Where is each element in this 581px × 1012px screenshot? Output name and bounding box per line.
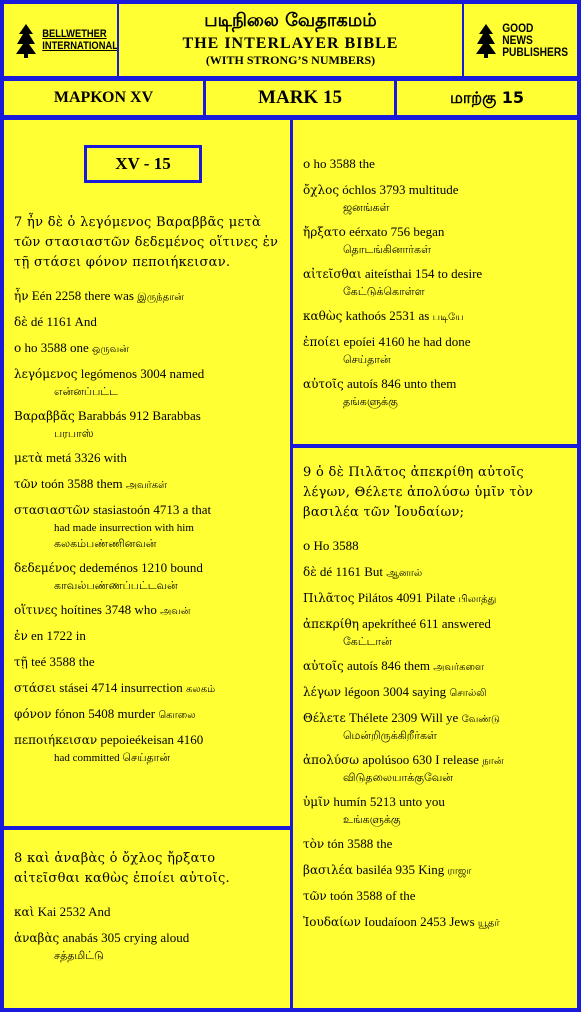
word-entry <box>14 288 280 306</box>
verse9-entries <box>303 538 567 932</box>
greek-word: στασιαστῶν <box>14 503 90 517</box>
greek-word: λέγων <box>303 685 342 699</box>
gloss-continuation: had committed செய்தான் <box>54 752 171 764</box>
gloss: eérxato 756 began <box>345 224 445 239</box>
greek-word: ἐποίει <box>303 335 341 349</box>
greek-word: ἀπεκρίθη <box>303 617 359 631</box>
greek-word: Πιλᾶτος <box>303 591 355 605</box>
gloss: legómenos 3004 named <box>77 366 205 381</box>
greek-word: μετὰ <box>14 451 43 465</box>
gloss: Eén 2258 there was <box>28 288 138 303</box>
word-entry <box>303 224 567 258</box>
gloss: teé 3588 the <box>27 654 95 669</box>
word-entry <box>303 836 567 854</box>
gloss-continuation: தொடங்கினார்கள் <box>343 244 431 256</box>
greek-word: ἐν <box>14 629 28 643</box>
word-entry <box>14 314 280 332</box>
word-entry <box>14 560 280 594</box>
greek-word: λεγόμενος <box>14 367 78 381</box>
greek-word: βασιλέα <box>303 863 353 877</box>
tamil-gloss: ஆனால் <box>386 568 423 579</box>
word-entry <box>14 476 280 494</box>
gloss: kathoós 2531 as <box>342 308 433 323</box>
word-entry <box>14 706 280 724</box>
greek-word: τῇ <box>14 655 28 669</box>
gloss: humín 5213 unto you <box>330 794 445 809</box>
greek-word: στάσει <box>14 681 57 695</box>
word-entry <box>303 658 567 676</box>
gloss: Barabbás 912 Barabbas <box>74 408 201 423</box>
word-entry <box>303 376 567 410</box>
tamil-gloss: இருந்தான் <box>137 292 185 303</box>
greek-word: πεποιήκεισαν <box>14 733 98 747</box>
word-entry <box>14 904 280 922</box>
book-english: MARK 15 <box>204 79 396 117</box>
greek-word: ο <box>303 539 311 553</box>
greek-word: ὄχλος <box>303 183 340 197</box>
book-tamil: மாற்கு 15 <box>395 79 579 117</box>
verse9-panel <box>291 446 579 1010</box>
gloss-continuation: விடுதலையாக்குவேன் <box>343 772 453 784</box>
word-entry <box>303 794 567 828</box>
greek-word: Ἰουδαίων <box>303 915 361 929</box>
greek-word: τῶν <box>303 889 327 903</box>
tamil-gloss: பிலாத்து <box>458 594 497 605</box>
tamil-gloss: ஒருவன் <box>92 344 129 355</box>
tamil-gloss: படியே <box>432 312 464 323</box>
greek-word: τῶν <box>14 477 38 491</box>
goodnews-logo <box>462 2 579 78</box>
word-entry <box>14 654 280 672</box>
greek-word: ἀπολύσω <box>303 753 360 767</box>
word-entry <box>303 710 567 744</box>
title-block <box>117 2 464 78</box>
gloss: pepoieékeisan 4160 <box>97 732 204 747</box>
word-entry <box>303 564 567 582</box>
word-entry <box>303 752 567 786</box>
gloss: stásei 4714 insurrection <box>56 680 187 695</box>
gloss: hoítines 3748 who <box>57 602 161 617</box>
gloss: óchlos 3793 multitude <box>339 182 459 197</box>
word-entry <box>303 156 567 174</box>
word-entry <box>303 334 567 368</box>
tamil-gloss: ராஜா <box>447 866 472 877</box>
verse8-entries-right <box>303 156 567 410</box>
verse8-cont-panel <box>291 118 579 446</box>
tamil-gloss: அவர்கள் <box>125 480 168 491</box>
gloss-continuation: செய்தான் <box>343 354 391 366</box>
left-logo-text: BELLWETHER INTERNATIONAL <box>41 28 118 52</box>
greek-word: δὲ <box>14 315 28 329</box>
gloss: basiléa 935 King <box>352 862 448 877</box>
gloss: dé 1161 But <box>316 564 387 579</box>
word-entry <box>303 914 567 932</box>
greek-word: τὸν <box>303 837 325 851</box>
tamil-gloss: சொல்லி <box>449 688 487 699</box>
gloss: autoís 846 unto them <box>343 376 457 391</box>
gloss: metá 3326 with <box>42 450 127 465</box>
word-entry <box>303 590 567 608</box>
gloss-continuation: காவல்பண்ணப்பட்டவன் <box>54 580 178 592</box>
greek-word: ἤρξατο <box>303 225 346 239</box>
word-entry <box>14 732 280 766</box>
gloss: epoíei 4160 he had done <box>340 334 471 349</box>
tamil-gloss: கலகம் <box>186 684 216 695</box>
gloss: dedeménos 1210 bound <box>76 560 203 575</box>
word-entry <box>303 266 567 300</box>
greek-word: Βαραββᾶς <box>14 409 75 423</box>
gloss: dé 1161 And <box>27 314 97 329</box>
greek-word: ἀναβὰς <box>14 931 60 945</box>
word-entry <box>14 502 280 552</box>
gloss: Thélete 2309 Will ye <box>345 710 462 725</box>
greek-word: αὐτοῖς <box>303 377 344 391</box>
gloss: fónon 5408 murder <box>51 706 159 721</box>
gloss: toón 3588 them <box>37 476 126 491</box>
greek-word: οἵτινες <box>14 603 58 617</box>
title-tamil: படிநிலை வேதாகமம் <box>204 10 377 31</box>
gloss-continuation: மென்றிருக்கிறீர்கள் <box>343 730 437 742</box>
verse7-entries <box>14 288 280 766</box>
gloss: Ho 3588 <box>310 538 359 553</box>
tamil-gloss: அவர்களை <box>433 662 485 673</box>
word-entry <box>303 616 567 650</box>
greek-word: ο <box>14 341 22 355</box>
tamil-gloss: அவன் <box>160 606 191 617</box>
word-entry <box>14 602 280 620</box>
word-entry <box>303 308 567 326</box>
greek-word: δὲ <box>303 565 317 579</box>
greek-word: δεδεμένος <box>14 561 77 575</box>
gloss: apekrítheé 611 answered <box>358 616 491 631</box>
tamil-gloss: யூதர் <box>477 918 500 929</box>
greek-word: ὑμῖν <box>303 795 331 809</box>
verse8-text <box>14 848 280 888</box>
gloss-continuation: கேட்டான் <box>343 636 392 648</box>
bellwether-logo <box>2 2 119 78</box>
word-entry <box>14 680 280 698</box>
word-entry <box>14 450 280 468</box>
gloss-continuation: had made insurrection with him கலகம்பண்ணினவன் <box>54 522 194 550</box>
gloss: en 1722 in <box>27 628 86 643</box>
greek-word: φόνον <box>14 707 52 721</box>
gloss: Kai 2532 And <box>34 904 111 919</box>
gloss: apolúsoo 630 I release <box>359 752 483 767</box>
gloss-continuation: ஜனங்கள் <box>343 202 390 214</box>
word-entry <box>14 366 280 400</box>
greek-word: ο <box>303 157 311 171</box>
verse8-entries-left <box>14 904 280 964</box>
tamil-gloss: வேண்டு <box>461 714 500 725</box>
word-entry <box>303 862 567 880</box>
tamil-gloss: நான் <box>482 756 504 767</box>
gloss-continuation: என்னப்பட்ட <box>54 386 118 398</box>
verse8-greek: 8 καὶ ἀναβὰς ὁ ὄχλος ἤρξατο αἰτεῖσθαι καθὼς ἐποίει αὐτοῖς. <box>14 851 230 886</box>
verse7-panel <box>2 118 292 828</box>
gloss-continuation: சத்தமிட்டு <box>54 950 104 962</box>
gloss: Ioudaíoon 2453 Jews <box>360 914 478 929</box>
verse7-greek: 7 ἦν δὲ ὁ λεγόμενος Βαραββᾶς μετὰ τῶν στασιαστῶν δεδεμένος οἵτινες ἐν τῇ στάσει φόνον πεποιήκεισαν. <box>14 215 279 270</box>
gloss-continuation: உங்களுக்கு <box>343 814 401 826</box>
right-logo-text: GOOD NEWS PUBLISHERS <box>501 21 568 59</box>
verse9-text <box>303 462 567 522</box>
gloss: autoís 846 them <box>343 658 434 673</box>
gloss: stasiastoón 4713 a that <box>89 502 212 517</box>
tree-icon <box>15 22 37 58</box>
greek-word: αὐτοῖς <box>303 659 344 673</box>
greek-word: καὶ <box>14 905 35 919</box>
word-entry <box>14 340 280 358</box>
greek-word: ἦν <box>14 289 29 303</box>
greek-word: αἰτεῖσθαι <box>303 267 362 281</box>
greek-word: καθὼς <box>303 309 343 323</box>
word-entry <box>303 888 567 906</box>
word-entry <box>14 930 280 964</box>
tree-icon <box>475 22 497 58</box>
gloss: ho 3588 one <box>21 340 93 355</box>
tamil-gloss: கொலை <box>158 710 196 721</box>
word-entry <box>303 684 567 702</box>
gloss-continuation: கேட்டுக்கொள்ள <box>343 286 425 298</box>
gloss: Pilátos 4091 Pilate <box>354 590 459 605</box>
gloss-continuation: பரபாஸ் <box>54 428 94 440</box>
gloss: tón 3588 the <box>324 836 393 851</box>
gloss: toón 3588 of the <box>326 888 416 903</box>
gloss: légoon 3004 saying <box>341 684 450 699</box>
word-entry <box>14 628 280 646</box>
gloss: aiteísthai 154 to desire <box>361 266 483 281</box>
word-entry <box>303 182 567 216</box>
word-entry <box>303 538 567 556</box>
title-main: THE INTERLAYER BIBLE <box>182 35 399 52</box>
title-sub: (WITH STRONG’S NUMBERS) <box>205 53 376 67</box>
verse8-panel <box>2 828 292 1010</box>
chapter-reference: XV - 15 <box>84 145 202 183</box>
greek-word: Θέλετε <box>303 711 346 725</box>
verse9-greek: 9 ὁ δὲ Πιλᾶτος ἀπεκρίθη αὐτοῖς λέγων, Θέλετε ἀπολύσω ὑμῖν τὸν βασιλέα τῶν Ἰουδαίων; <box>303 465 534 520</box>
gloss: anabás 305 crying aloud <box>59 930 190 945</box>
word-entry <box>14 408 280 442</box>
gloss-continuation: தங்களுக்கு <box>343 396 398 408</box>
verse7-text <box>14 212 280 272</box>
book-greek: ΜΑΡΚΟΝ XV <box>2 79 205 117</box>
gloss: ho 3588 the <box>310 156 375 171</box>
